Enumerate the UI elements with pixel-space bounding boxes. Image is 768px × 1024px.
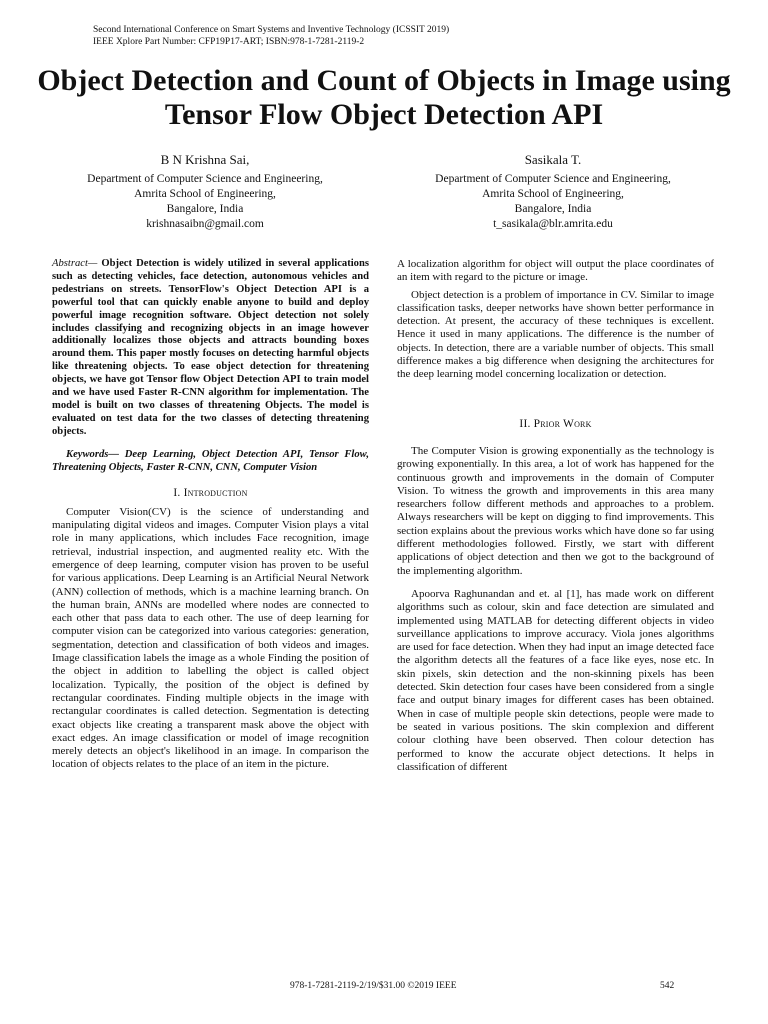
prior-work-paragraph-1: The Computer Vision is growing exponentially as the technology is growing exponentially. In this area, a lot of work has happened for the continuous growth and improvements in the domain of Computer Vision. To witness the growth and improvements in this area many researchers follow different methods and approaches to a problem. Always researchers will be kept on digging to find improvements. This section explains about the previous works which have done so far using different methodologies followed. Firstly, we start with different applications of object detection and then we got to the background of the implementing algorithm. [397,444,714,577]
section-heading-prior-work [397,418,714,431]
author-dept: Department of Computer Science and Engineering, [435,173,671,185]
section-heading-introduction [52,487,369,500]
keywords: Keywords— Deep Learning, Object Detection API, Tensor Flow, Threatening Objects, Faster R-CNN, CNN, Computer Vision [52,448,369,473]
abstract [52,258,369,439]
section-title: Prior Work [533,417,592,430]
isbn-line: IEEE Xplore Part Number: CFP19P17-ART; ISBN:978-1-7281-2119-2 [93,37,365,47]
author-email: t_sasikala@blr.amrita.edu [493,218,613,230]
page-number: 542 [660,981,675,991]
author-block-2 [408,152,698,232]
author-email: krishnasaibn@gmail.com [146,218,264,230]
author-school: Amrita School of Engineering, [134,188,276,200]
author-name: B N Krishna Sai, [160,152,250,167]
right-column [397,258,714,778]
section-number: II. [519,417,531,430]
section-number: I. [173,486,181,499]
conference-name: Second International Conference on Smart Systems and Inventive Technology (ICSSIT 2019) [93,25,450,35]
intro-paragraph: Computer Vision(CV) is the science of understanding and manipulating digital videos and images. Computer Vision plays a vital role in many applications, which includes Face recognition, image retrieval, industrial inspection, and augmented reality etc. With the emergence of deep learning, computer vision has proven to be useful for various applications. Deep Learning is an Artificial Neural Network (ANN) collection of methods, which is a machine learning branch. On the human brain, ANNs are modelled where nodes are connected to each other that pass data to each other. The use of deep learning for computer vision can be categorized into various categories: generation, segmentation, detection and classification of both videos and images. Image classification labels the image as a whole Finding the position of the object in addition to labelling the object is called object localization. Typically, the position of the object is defined by rectangular coordinates. Finding multiple objects in the image with rectangular coordinates is called detection. Segmentation is detecting exact objects like creating a transparent mask above the object with exact edges. An image classification or model of image recognition merely detects an object's likelihood in an image. In comparison the location of objects relates to the place of an item in the picture. [52,505,369,771]
author-city: Bangalore, India [514,203,592,215]
left-column [52,258,369,776]
copyright-text: 978-1-7281-2119-2/19/$31.00 ©2019 IEEE [290,981,457,991]
author-school: Amrita School of Engineering, [482,188,624,200]
author-dept: Department of Computer Science and Engineering, [87,173,323,185]
abstract-lead: Abstract— [52,258,98,269]
abstract-text: Object Detection is widely utilized in several applications such as detecting vehicles, face detection, autonomous vehicles and pedestrians on streets. TensorFlow's Object Detection API is a powerful tool that can quickly enable anyone to build and deploy powerful image recognition software. Object detection not solely includes classifying and recognizing objects in an image however additionally localizes those objects and attracts bounding boxes around them. This paper mostly focuses on detecting harmful objects like threatening objects. To ease object detection for threatening objects, we have got Tensor flow Object Detection API to train model and we have used Faster R-CNN algorithm for implementation. The model is built on two classes of threatening Objects. The model is evaluated on test data for the two classes of detecting threatening objects. [52,258,369,437]
author-city: Bangalore, India [166,203,244,215]
section-title: Introduction [183,486,248,499]
detection-paragraph: Object detection is a problem of importance in CV. Similar to image classification tasks, deeper networks have shown better performance in detection. At present, the accuracy of these techniques is excellent. Hence it used in many applications. The difference is the number of objects. In detection, there are a variable number of objects. This small difference makes a big difference when designing the architectures for the deep learning model concerning localization or detection. [397,288,714,381]
localization-paragraph: A localization algorithm for object will output the place coordinates of an item with regard to the picture or image. [397,258,714,284]
author-block-1 [60,152,350,232]
prior-work-paragraph-2: Apoorva Raghunandan and et. al [1], has made work on different algorithms such as colour, skin and face detection are simulated and implemented using MATLAB for detecting different objects in video surveillance applications to improve accuracy. Viola jones algorithms are used for face detection. When they had input an image detected face the algorithm detects all the features of a face like eyes, nose etc. In skin pixels, skin detection and the non-skinning pixels has been detected. Skin detection four cases have been considered from a single face and output binary images for different cases has been obtained. When in case of multiple people skin detections, people were made to be seated in various positions. The skin complexion and different colour clothing have been observed. Then colour detection has performed to know the accurate object detections. It helps in classification of different [397,587,714,773]
author-name: Sasikala T. [524,152,582,167]
paper-title: Object Detection and Count of Objects in Image using Tensor Flow Object Detection API [37,64,731,131]
conference-header [93,24,449,48]
